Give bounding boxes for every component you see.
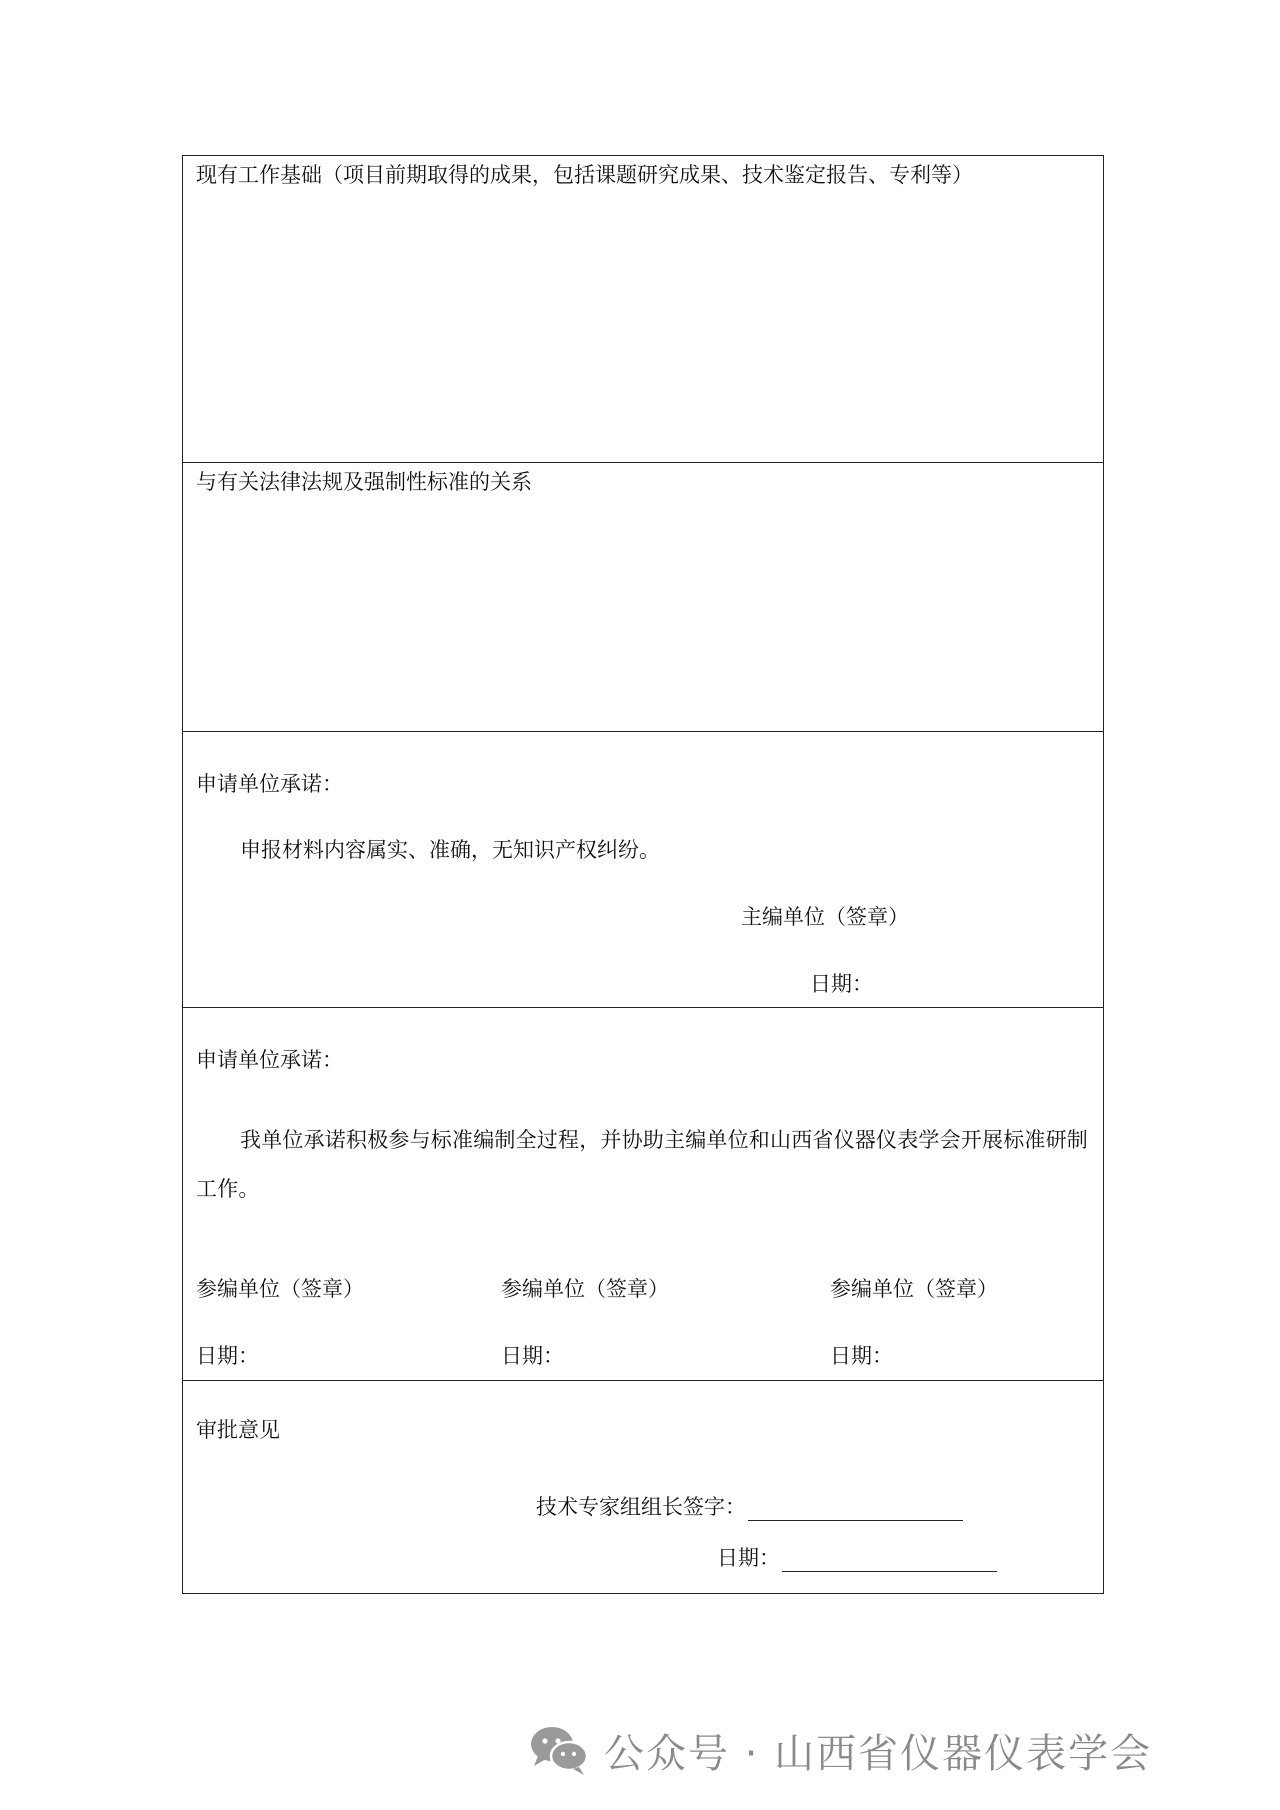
- participant-commitment-label: 申请单位承诺：: [196, 1048, 343, 1072]
- section-regulations-relation: [183, 463, 1103, 732]
- section-approval: [183, 1381, 1103, 1593]
- participant-signature-label-2: 参编单位（签章）: [501, 1277, 669, 1301]
- participant-date-label-2: 日期：: [501, 1344, 564, 1368]
- section-work-foundation: [183, 156, 1103, 463]
- chief-editor-date-label: 日期：: [810, 972, 873, 996]
- participant-date-label-1: 日期：: [196, 1344, 259, 1368]
- leader-signature-line: [536, 1491, 963, 1521]
- application-form-table: [182, 155, 1104, 1594]
- approval-date-line: [717, 1542, 997, 1572]
- work-foundation-heading: 现有工作基础（项目前期取得的成果，包括课题研究成果、技术鉴定报告、专利等）: [196, 163, 973, 187]
- leader-signature-label: 技术专家组组长签字：: [536, 1495, 746, 1519]
- chief-editor-signature-label: 主编单位（签章）: [741, 905, 909, 929]
- approval-date-label: 日期：: [717, 1546, 780, 1570]
- wechat-icon: [528, 1722, 590, 1778]
- section-participant-commitment: [183, 1008, 1103, 1381]
- participant-signature-label-1: 参编单位（签章）: [196, 1277, 364, 1301]
- applicant-commitment-statement: 申报材料内容属实、准确，无知识产权纠纷。: [240, 838, 660, 862]
- participant-date-label-3: 日期：: [830, 1344, 893, 1368]
- approval-date-blank[interactable]: [782, 1549, 997, 1572]
- approval-label: 审批意见: [196, 1418, 280, 1442]
- section-applicant-commitment: [183, 732, 1103, 1008]
- leader-signature-blank[interactable]: [748, 1498, 963, 1521]
- wechat-watermark: [528, 1720, 1152, 1780]
- applicant-commitment-label: 申请单位承诺：: [196, 772, 343, 796]
- participant-signature-label-3: 参编单位（签章）: [830, 1277, 998, 1301]
- watermark-text: 公众号 · 山西省仪器仪表学会: [604, 1730, 1153, 1777]
- participant-commitment-statement: 我单位承诺积极参与标准编制全过程，并协助主编单位和山西省仪器仪表学会开展标准研制工作。: [196, 1128, 1088, 1201]
- regulations-heading: 与有关法律法规及强制性标准的关系: [196, 470, 532, 494]
